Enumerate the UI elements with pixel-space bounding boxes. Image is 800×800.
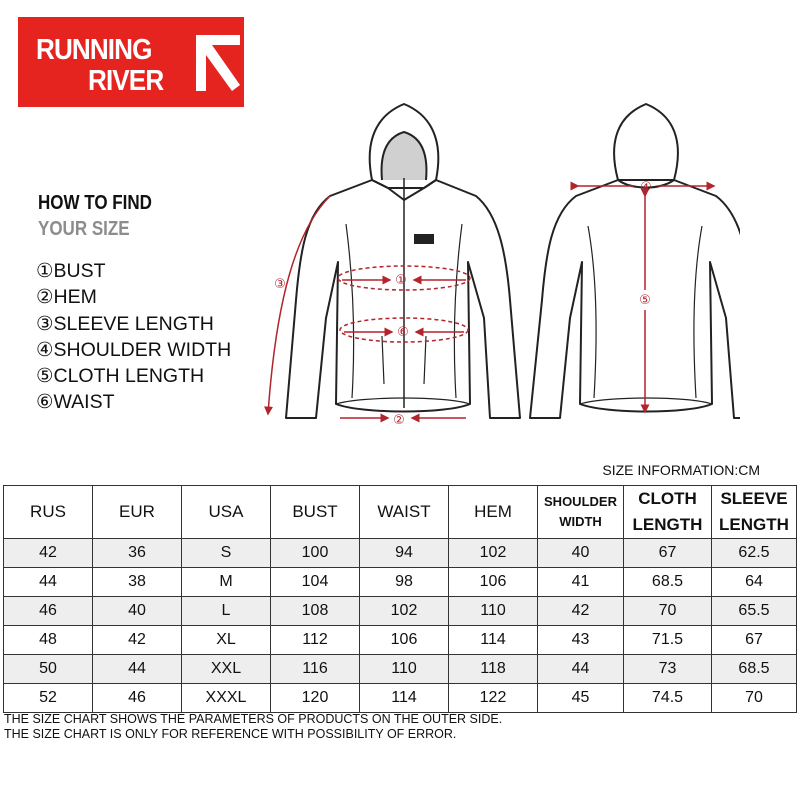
header-eur: EUR xyxy=(93,486,182,539)
cell-shoulder: 43 xyxy=(538,626,624,655)
cell-rus: 52 xyxy=(4,684,93,713)
cell-shoulder: 42 xyxy=(538,597,624,626)
mark-length: ⑤ xyxy=(639,293,651,308)
jacket-diagram xyxy=(262,100,740,440)
guide-title: HOW TO FIND xyxy=(38,192,152,214)
header-rus: RUS xyxy=(4,486,93,539)
mark-hem: ② xyxy=(393,413,405,428)
header-shoulder-line2: WIDTH xyxy=(559,514,602,529)
cell-sleeve: 62.5 xyxy=(712,539,797,568)
cell-length: 74.5 xyxy=(624,684,712,713)
cell-length: 73 xyxy=(624,655,712,684)
cell-eur: 46 xyxy=(93,684,182,713)
cell-waist: 102 xyxy=(360,597,449,626)
cell-length: 68.5 xyxy=(624,568,712,597)
mark-bust: ① xyxy=(395,273,407,288)
mark-sleeve: ③ xyxy=(274,277,286,292)
brand-word-1: RUNNING xyxy=(36,34,152,66)
cell-hem: 102 xyxy=(449,539,538,568)
cell-bust: 104 xyxy=(271,568,360,597)
cell-hem: 118 xyxy=(449,655,538,684)
legend-item-shoulder: ④SHOULDER WIDTH xyxy=(36,338,232,361)
disclaimer-notes xyxy=(4,712,502,742)
header-hem: HEM xyxy=(449,486,538,539)
cell-eur: 44 xyxy=(93,655,182,684)
cell-bust: 116 xyxy=(271,655,360,684)
cell-shoulder: 41 xyxy=(538,568,624,597)
brand-logo xyxy=(18,17,244,107)
cell-waist: 114 xyxy=(360,684,449,713)
header-sleeve-length xyxy=(712,486,797,539)
cell-bust: 100 xyxy=(271,539,360,568)
cell-usa: M xyxy=(182,568,271,597)
cell-hem: 110 xyxy=(449,597,538,626)
table-row xyxy=(4,626,797,655)
cell-hem: 106 xyxy=(449,568,538,597)
header-shoulder-line1: SHOULDER xyxy=(544,494,617,509)
cell-sleeve: 65.5 xyxy=(712,597,797,626)
table-row xyxy=(4,539,797,568)
cell-eur: 40 xyxy=(93,597,182,626)
cell-eur: 36 xyxy=(93,539,182,568)
cell-rus: 50 xyxy=(4,655,93,684)
cell-usa: XXL xyxy=(182,655,271,684)
table-row xyxy=(4,684,797,713)
cell-shoulder: 44 xyxy=(538,655,624,684)
legend-item-waist: ⑥WAIST xyxy=(36,391,115,414)
cell-rus: 48 xyxy=(4,626,93,655)
cell-bust: 108 xyxy=(271,597,360,626)
cell-shoulder: 45 xyxy=(538,684,624,713)
cell-eur: 42 xyxy=(93,626,182,655)
cell-usa: L xyxy=(182,597,271,626)
mark-waist: ⑥ xyxy=(397,325,409,340)
size-chart-table xyxy=(3,485,797,713)
legend-item-sleeve: ③SLEEVE LENGTH xyxy=(36,312,214,335)
table-row xyxy=(4,655,797,684)
header-sleeve-line2: LENGTH xyxy=(719,515,789,534)
header-cloth-length xyxy=(624,486,712,539)
cell-sleeve: 67 xyxy=(712,626,797,655)
jacket-back xyxy=(530,104,740,418)
cell-hem: 122 xyxy=(449,684,538,713)
header-shoulder-width xyxy=(538,486,624,539)
table-header-row xyxy=(4,486,797,539)
note-line-1: THE SIZE CHART SHOWS THE PARAMETERS OF PRODUCTS ON THE OUTER SIDE. xyxy=(4,712,503,726)
cell-rus: 44 xyxy=(4,568,93,597)
legend-item-bust: ①BUST xyxy=(36,260,106,282)
cell-length: 67 xyxy=(624,539,712,568)
cell-sleeve: 64 xyxy=(712,568,797,597)
size-unit-note: SIZE INFORMATION:CM xyxy=(602,462,760,478)
cell-shoulder: 40 xyxy=(538,539,624,568)
cell-sleeve: 68.5 xyxy=(712,655,797,684)
legend-item-hem: ②HEM xyxy=(36,286,97,309)
cell-bust: 112 xyxy=(271,626,360,655)
header-waist: WAIST xyxy=(360,486,449,539)
cell-waist: 98 xyxy=(360,568,449,597)
header-sleeve-line1: SLEEVE xyxy=(720,489,788,508)
cell-eur: 38 xyxy=(93,568,182,597)
cell-usa: XL xyxy=(182,626,271,655)
header-cloth-line1: CLOTH xyxy=(638,489,697,508)
cell-sleeve: 70 xyxy=(712,684,797,713)
brand-arrow-icon xyxy=(196,35,240,91)
brand-word-2: RIVER xyxy=(88,65,164,97)
guide-subtitle: YOUR SIZE xyxy=(38,218,130,240)
cell-hem: 114 xyxy=(449,626,538,655)
legend-item-length: ⑤CLOTH LENGTH xyxy=(36,365,205,388)
cell-waist: 94 xyxy=(360,539,449,568)
mark-shoulder: ④ xyxy=(640,180,652,195)
cell-length: 71.5 xyxy=(624,626,712,655)
cell-bust: 120 xyxy=(271,684,360,713)
measurement-legend xyxy=(36,258,231,416)
note-line-2: THE SIZE CHART IS ONLY FOR REFERENCE WITH POSSIBILITY OF ERROR. xyxy=(4,727,457,741)
cell-rus: 46 xyxy=(4,597,93,626)
cell-usa: XXXL xyxy=(182,684,271,713)
header-bust: BUST xyxy=(271,486,360,539)
cell-length: 70 xyxy=(624,597,712,626)
header-cloth-line2: LENGTH xyxy=(632,515,703,534)
cell-usa: S xyxy=(182,539,271,568)
cell-waist: 110 xyxy=(360,655,449,684)
jacket-front xyxy=(286,104,520,418)
table-row xyxy=(4,597,797,626)
cell-rus: 42 xyxy=(4,539,93,568)
header-usa: USA xyxy=(182,486,271,539)
cell-waist: 106 xyxy=(360,626,449,655)
table-row xyxy=(4,568,797,597)
